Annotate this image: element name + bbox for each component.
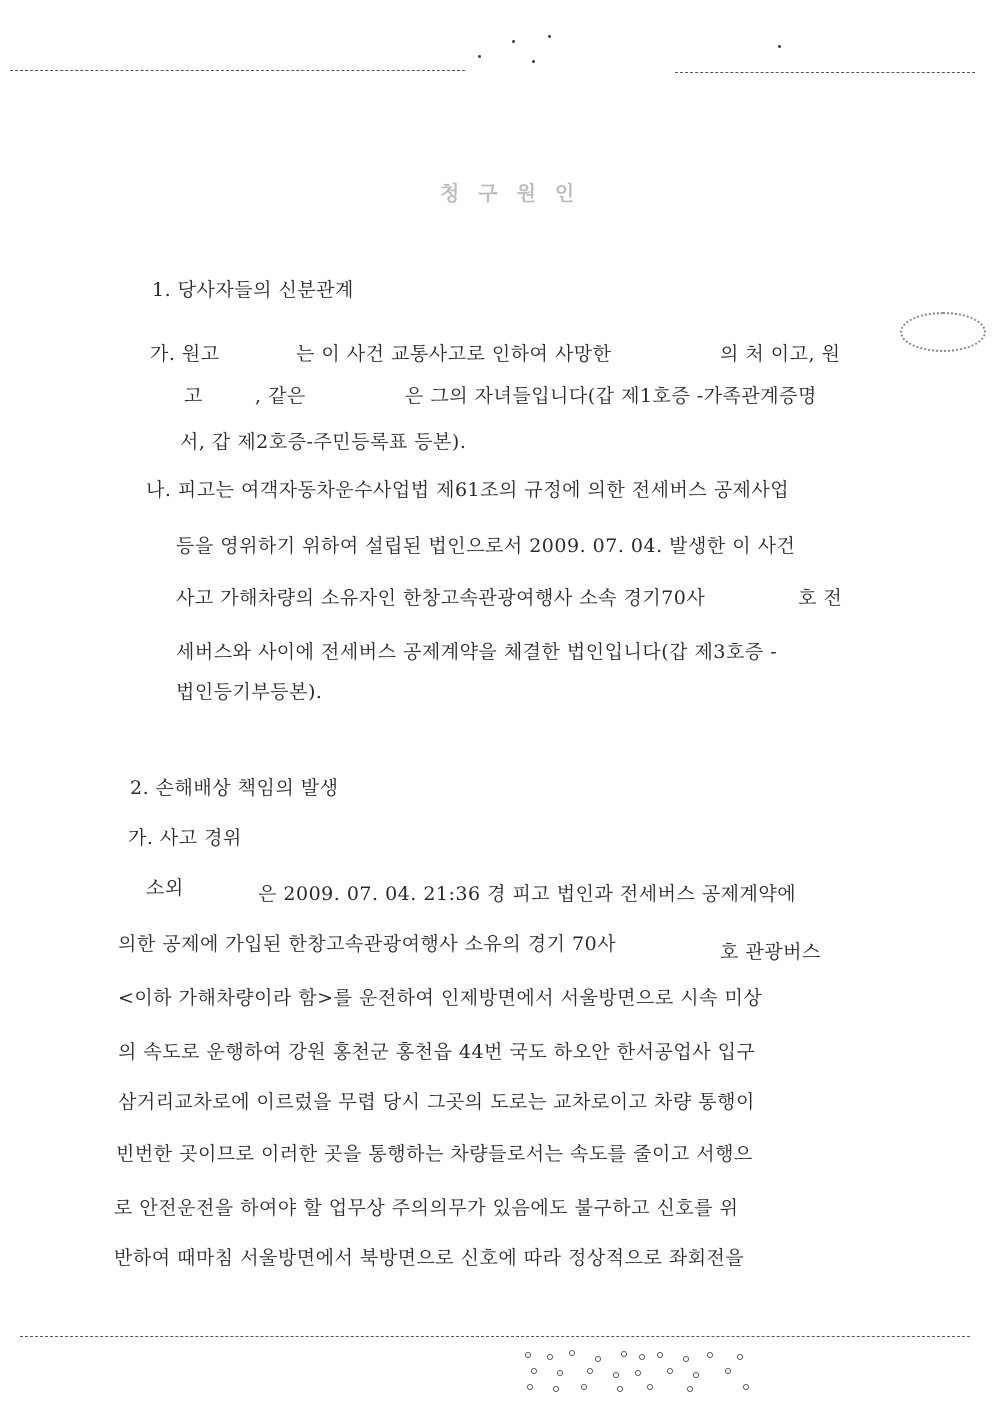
item-ga-line1-b: 는 이 사건 교통사고로 인하여 사망한 — [296, 343, 612, 365]
scan-speck — [512, 40, 515, 43]
item-ga-line1-a: 가. 원고 — [150, 343, 220, 365]
item-ga-line3: 서, 갑 제2호증-주민등록표 등본). — [180, 431, 467, 453]
seal-stamp — [900, 312, 986, 352]
paragraph-line4: 의 속도로 운행하여 강원 홍천군 홍천읍 44번 국도 하오안 한서공업사 입구 — [118, 1041, 756, 1063]
paragraph-line7: 로 안전운전을 하여야 할 업무상 주의의무가 있음에도 불구하고 신호를 위 — [114, 1197, 739, 1219]
item-ga-line1-c: 의 처 이고, 원 — [720, 343, 841, 365]
bottom-scan-line — [20, 1336, 970, 1337]
scan-noise-dots — [520, 1345, 760, 1395]
paragraph-line2-a: 의한 공제에 가입된 한창고속관광여행사 소유의 경기 70사 — [118, 933, 617, 955]
scan-speck — [548, 35, 551, 38]
paragraph-line5: 삼거리교차로에 이르렀을 무렵 당시 그곳의 도로는 교차로이고 차량 통행이 — [118, 1091, 755, 1113]
paragraph-line1-b: 은 2009. 07. 04. 21:36 경 피고 법인과 전세버스 공제계약에 — [258, 883, 797, 905]
item-na-line5: 법인등기부등본). — [176, 681, 323, 703]
paragraph-line1-a: 소외 — [146, 877, 184, 899]
item-na-line2: 등을 영위하기 위하여 설립된 법인으로서 2009. 07. 04. 발생한 이 사건 — [176, 535, 796, 557]
section2-heading: 2. 손해배상 책임의 발생 — [130, 777, 339, 799]
top-scan-line-right — [675, 72, 975, 73]
item-na-line3-a: 사고 가해차량의 소유자인 한창고속관광여행사 소속 경기70사 — [176, 587, 706, 609]
top-scan-line — [10, 70, 465, 71]
item-ga-line2-a: 고 — [184, 385, 203, 407]
section2-sub-ga: 가. 사고 경위 — [128, 827, 242, 849]
document-title: 청 구 원 인 — [440, 181, 581, 205]
scan-speck — [478, 55, 481, 58]
paragraph-line8: 반하여 때마침 서울방면에서 북방면으로 신호에 따라 정상적으로 좌회전을 — [114, 1247, 745, 1269]
item-ga-line2-b: , 같은 — [255, 385, 306, 407]
scan-speck — [778, 45, 781, 48]
section1-heading: 1. 당사자들의 신분관계 — [152, 279, 354, 301]
paragraph-line2-b: 호 관광버스 — [720, 941, 821, 963]
item-na-line3-b: 호 전 — [798, 587, 843, 609]
scan-speck — [532, 60, 535, 63]
item-na-line1: 나. 피고는 여객자동차운수사업법 제61조의 규정에 의한 전세버스 공제사업 — [146, 479, 790, 501]
paragraph-line6: 빈번한 곳이므로 이러한 곳을 통행하는 차량들로서는 속도를 줄이고 서행으 — [116, 1143, 753, 1165]
item-ga-line2-c: 은 그의 자녀들입니다(갑 제1호증 -가족관계증명 — [405, 385, 817, 407]
item-na-line4: 세버스와 사이에 전세버스 공제계약을 체결한 법인입니다(갑 제3호증 - — [176, 641, 778, 663]
paragraph-line3: <이하 가해차량이라 함>를 운전하여 인제방면에서 서울방면으로 시속 미상 — [118, 987, 763, 1009]
